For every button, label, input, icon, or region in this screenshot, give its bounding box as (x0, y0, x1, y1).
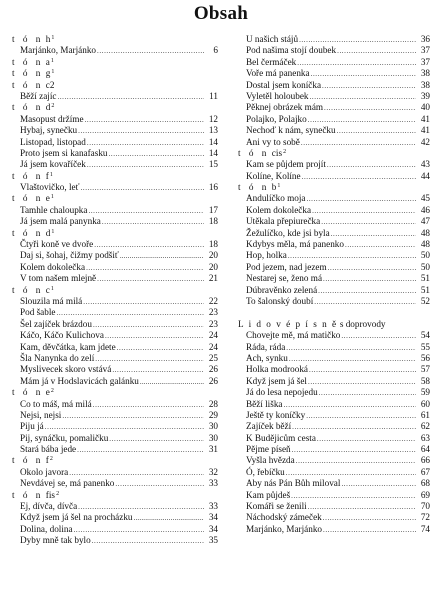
key-heading (12, 455, 218, 466)
entry-title: Listopad, listopad (20, 136, 86, 147)
toc-entry[interactable] (238, 342, 430, 353)
toc-entry[interactable] (12, 421, 218, 432)
toc-entry[interactable] (12, 125, 218, 136)
entry-title: Žežulíčko, kde jsi byla (246, 227, 330, 238)
entry-page-number: 58 (420, 375, 430, 386)
toc-entry[interactable] (238, 353, 430, 364)
entry-page-number: 51 (420, 273, 430, 284)
key-heading-label: t ó n (12, 193, 44, 204)
key-octave: 1 (50, 285, 54, 292)
toc-entry[interactable] (12, 114, 218, 125)
key-heading-label: t ó n (12, 79, 44, 90)
key-name: e (45, 387, 50, 398)
entry-page-number: 41 (420, 113, 430, 124)
key-heading-label: t ó n (12, 68, 44, 79)
entry-page-number: 70 (420, 501, 430, 512)
dot-leader (314, 297, 416, 308)
toc-entry[interactable] (238, 216, 430, 227)
entry-page-number: 31 (208, 444, 218, 455)
key-octave: 2 (49, 456, 53, 463)
toc-entry[interactable] (238, 376, 430, 387)
entry-page-number: 37 (420, 45, 430, 56)
entry-page-number: 15 (208, 159, 218, 170)
entry-page-number: 35 (208, 535, 218, 546)
entry-title: Daj si, šohaj, čižmy podšiť (20, 250, 119, 261)
key-heading-label: t ó n (12, 489, 44, 500)
key-octave: 1 (51, 69, 55, 76)
entry-title: Vyletěl holoubek (246, 90, 309, 101)
key-octave: 1 (51, 35, 55, 41)
toc-entry[interactable] (238, 262, 430, 273)
entry-title: Zajíček běží (246, 421, 292, 432)
key-heading-label: t ó n (12, 102, 44, 113)
entry-title: Piju já (20, 421, 44, 432)
key-heading-label: t ó n (12, 170, 44, 181)
entry-title: Nechoď k nám, synečku (246, 125, 336, 136)
entry-page-number: 14 (208, 136, 218, 147)
toc-entry[interactable] (12, 467, 218, 478)
entry-page-number: 37 (420, 56, 430, 67)
entry-page-number: 26 (208, 375, 218, 386)
entry-title: Nevdávej se, má panenko (20, 478, 115, 489)
key-name: e (45, 193, 50, 204)
toc-entry[interactable] (12, 535, 218, 546)
toc-entry[interactable] (12, 364, 218, 375)
entry-title: Běží zajíc (20, 90, 57, 101)
entry-page-number: 30 (208, 421, 218, 432)
entry-title: Kolíne, Kolíne (246, 170, 301, 181)
entry-title: Chovejte mě, má matičko (246, 330, 341, 341)
entry-title: Pij, synáčku, pomaličku (20, 432, 109, 443)
entry-page-number: 74 (420, 523, 430, 534)
entry-page-number: 34 (208, 512, 218, 523)
entry-title: Čtyři koně ve dvoře (20, 239, 94, 250)
toc-entry[interactable] (238, 250, 430, 261)
key-name: a (45, 56, 50, 67)
entry-page-number: 36 (420, 34, 430, 44)
key-octave: 2 (283, 148, 287, 155)
toc-entry[interactable] (12, 216, 218, 227)
entry-page-number: 38 (420, 79, 430, 90)
entry-title: Já do lesa nepojedu (246, 387, 318, 398)
entry-page-number: 55 (420, 341, 430, 352)
entry-title: Pod šable (20, 307, 56, 318)
toc-entry[interactable] (238, 478, 430, 489)
entry-title: K Budějicům cesta (246, 432, 316, 443)
entry-page-number: 23 (208, 307, 218, 318)
key-heading (12, 171, 218, 182)
entry-title: Hybaj, synečku (20, 125, 78, 136)
key-heading-label: t ó n (12, 34, 44, 44)
entry-page-number: 22 (208, 295, 218, 306)
entry-title: Marjánko, Marjánko (246, 523, 323, 534)
key-octave: 2 (50, 388, 54, 395)
key-octave: 1 (49, 171, 53, 178)
entry-page-number: 45 (420, 193, 430, 204)
toc-entry[interactable] (238, 34, 430, 45)
entry-title: Proto jsem si kanafasku (20, 147, 108, 158)
key-heading-label: t ó n (12, 56, 44, 67)
entry-title: Vlaštovičko, leť (20, 182, 80, 193)
toc-entry[interactable] (238, 137, 430, 148)
entry-page-number: 13 (208, 125, 218, 136)
toc-entry[interactable] (12, 444, 218, 455)
entry-page-number: 6 (213, 45, 218, 56)
toc-entry[interactable] (12, 501, 218, 512)
entry-title: Dúbravěnko zelená (246, 284, 318, 295)
entry-title: Slouzila má milá (20, 295, 83, 306)
toc-entry[interactable] (12, 410, 218, 421)
toc-entry[interactable] (238, 125, 430, 136)
entry-title: Když jsem já šel na procházku (20, 512, 133, 523)
entry-title: Kam, děvčátka, kam jdete (20, 341, 116, 352)
key-octave: 2 (51, 103, 55, 110)
entry-page-number: 24 (208, 330, 218, 341)
entry-title: Dyby mně tak bylo (20, 535, 91, 546)
entry-page-number: 66 (420, 455, 430, 466)
toc-entry[interactable] (12, 45, 218, 56)
key-heading-label: t ó n (12, 284, 44, 295)
dot-leader (323, 525, 416, 536)
entry-title: Stará bába jede (20, 444, 77, 455)
key-name: d (45, 227, 51, 238)
toc-entry[interactable] (238, 80, 430, 91)
entry-title: Kdybys měla, má panenko (246, 239, 344, 250)
key-heading (12, 285, 218, 296)
toc-entry[interactable] (238, 114, 430, 125)
entry-page-number: 68 (420, 478, 430, 489)
toc-entry[interactable] (238, 171, 430, 182)
toc-entry[interactable] (12, 342, 218, 353)
entry-title: Ráda, ráda (246, 341, 286, 352)
entry-page-number: 26 (208, 364, 218, 375)
key-octave: 1 (51, 228, 55, 235)
entry-title: Nestarej se, ženo má (246, 273, 323, 284)
entry-title: Myslivecek skoro vstává (20, 364, 112, 375)
toc-entry[interactable] (12, 399, 218, 410)
key-heading (12, 193, 218, 204)
entry-page-number: 60 (420, 398, 430, 409)
toc-entry[interactable] (12, 91, 218, 102)
entry-title: Dostal jsem koníčka (246, 79, 322, 90)
key-heading-label: t ó n (12, 455, 44, 466)
toc-entry[interactable] (12, 137, 218, 148)
key-heading (238, 148, 430, 159)
toc-entry[interactable] (238, 444, 430, 455)
entry-page-number: 43 (420, 159, 430, 170)
entry-title: Nejsi, nejsi (20, 409, 62, 420)
section-spacer (238, 307, 430, 318)
key-name: cis (271, 147, 283, 158)
key-name: b (271, 182, 277, 193)
entry-title: Marjánko, Marjánko (20, 45, 97, 56)
toc-entry[interactable] (238, 330, 430, 341)
key-heading (12, 34, 218, 45)
entry-title: Kam půjdeš (246, 489, 291, 500)
entry-page-number: 17 (208, 204, 218, 215)
entry-title: Kolem dokolečka (246, 204, 312, 215)
entry-title: Tamhle chaloupka (20, 204, 88, 215)
entry-page-number: 28 (208, 398, 218, 409)
section-heading (238, 319, 430, 330)
entry-title: Ej, dívča, dívča (20, 501, 78, 512)
key-name: h (45, 34, 51, 44)
contents-column-left (12, 34, 218, 547)
key-heading (12, 228, 218, 239)
key-name: c (45, 284, 50, 295)
toc-entry[interactable] (12, 148, 218, 159)
toc-entry[interactable] (238, 228, 430, 239)
entry-page-number: 52 (420, 295, 430, 306)
entry-title: Šla Nanynka do zelí (20, 352, 95, 363)
entry-title: Pod jezem, nad jezem (246, 261, 327, 272)
toc-entry[interactable] (12, 296, 218, 307)
toc-entry[interactable] (238, 512, 430, 523)
entry-page-number: 20 (208, 250, 218, 261)
entry-page-number: 33 (208, 501, 218, 512)
entry-title: Kolem dokolečka (20, 261, 86, 272)
entry-title: U našich stájů (246, 34, 299, 44)
entry-page-number: 24 (208, 341, 218, 352)
entry-title: Polajko, Polajko (246, 113, 307, 124)
entry-page-number: 54 (420, 330, 430, 341)
entry-page-number: 25 (208, 352, 218, 363)
key-name: d (45, 102, 51, 113)
entry-page-number: 30 (208, 432, 218, 443)
entry-title: Ó, řebíčku (246, 466, 285, 477)
entry-page-number: 47 (420, 216, 430, 227)
entry-page-number: 67 (420, 466, 430, 477)
entry-page-number: 12 (208, 113, 218, 124)
entry-page-number: 64 (420, 444, 430, 455)
key-heading (12, 387, 218, 398)
entry-page-number: 32 (208, 466, 218, 477)
entry-page-number: 48 (420, 227, 430, 238)
entry-title: Co to máš, má milá (20, 398, 92, 409)
key-octave: 1 (50, 194, 54, 201)
entry-page-number: 14 (208, 147, 218, 158)
toc-entry[interactable] (238, 193, 430, 204)
entry-page-number: 50 (420, 261, 430, 272)
entry-page-number: 69 (420, 489, 430, 500)
toc-entry[interactable] (238, 159, 430, 170)
entry-page-number: 57 (420, 364, 430, 375)
toc-entry[interactable] (238, 387, 430, 398)
key-name: f (45, 455, 49, 466)
toc-entry[interactable] (12, 250, 218, 261)
toc-entry[interactable] (12, 478, 218, 489)
toc-entry[interactable] (238, 239, 430, 250)
entry-page-number: 20 (208, 261, 218, 272)
entry-title: Náchodský zámeček (246, 512, 322, 523)
key-name: f (45, 170, 49, 181)
entry-page-number: 61 (420, 409, 430, 420)
entry-title: Holka modrooká (246, 364, 309, 375)
toc-entry[interactable] (12, 353, 218, 364)
entry-title: Ještě ty koníčky (246, 409, 306, 420)
entry-title: Ach, synku (246, 352, 288, 363)
entry-page-number: 62 (420, 421, 430, 432)
page-title: Obsah (193, 3, 249, 24)
key-name: fis (45, 489, 56, 500)
entry-page-number: 46 (420, 204, 430, 215)
toc-entry[interactable] (238, 364, 430, 375)
entry-page-number: 42 (420, 136, 430, 147)
entry-page-number: 72 (420, 512, 430, 523)
toc-entry[interactable] (238, 102, 430, 113)
toc-entry[interactable] (12, 205, 218, 216)
entry-title: Aby nás Pán Bůh miloval (246, 478, 341, 489)
entry-title: Já jsem malá panynka (20, 216, 101, 227)
entry-title: To šalonský doubí (246, 295, 314, 306)
key-octave: 1 (277, 183, 281, 190)
entry-title: Běží liška (246, 398, 283, 409)
toc-entry[interactable] (238, 399, 430, 410)
entry-page-number: 48 (420, 239, 430, 250)
entry-title: Utěkala přepiurečka (246, 216, 321, 227)
toc-entry[interactable] (12, 159, 218, 170)
entry-page-number: 41 (420, 125, 430, 136)
entry-title: Ani vy to sobě (246, 136, 300, 147)
key-octave: 2 (56, 490, 60, 497)
dot-leader (92, 536, 204, 547)
key-heading (12, 68, 218, 79)
toc-entry[interactable] (238, 421, 430, 432)
toc-entry[interactable] (12, 330, 218, 341)
toc-entry[interactable] (238, 501, 430, 512)
toc-entry[interactable] (12, 182, 218, 193)
toc-entry[interactable] (238, 91, 430, 102)
key-heading-label: t ó n (12, 227, 44, 238)
entry-page-number: 51 (420, 284, 430, 295)
entry-title: Hop, holka (246, 250, 287, 261)
section-heading-sub: s doprovody (337, 318, 386, 329)
entry-title: Vyšla hvězda (246, 455, 295, 466)
toc-entry[interactable] (238, 45, 430, 56)
entry-title: Okolo javora (20, 466, 69, 477)
key-heading (12, 490, 218, 501)
toc-entry[interactable] (238, 296, 430, 307)
entry-title: Pěknej obrázek mám (246, 102, 324, 113)
toc-entry[interactable] (12, 307, 218, 318)
toc-entry[interactable] (12, 376, 218, 387)
toc-entry[interactable] (238, 57, 430, 68)
entry-title: Když jsem já šel (246, 375, 307, 386)
toc-entry[interactable] (12, 319, 218, 330)
toc-entry[interactable] (238, 433, 430, 444)
toc-entry[interactable] (238, 455, 430, 466)
entry-title: Já jsem kovaříček (20, 159, 86, 170)
key-heading (12, 80, 218, 91)
entry-title: Šel zajíček brázdou (20, 318, 92, 329)
toc-entry[interactable] (238, 205, 430, 216)
toc-entry[interactable] (238, 467, 430, 478)
entry-title: Masopust držíme (20, 113, 84, 124)
entry-title: Pějme píseň (246, 444, 291, 455)
entry-title: Voře má panenka (246, 68, 310, 79)
entry-page-number: 18 (208, 216, 218, 227)
entry-page-number: 59 (420, 387, 430, 398)
entry-page-number: 44 (420, 170, 430, 181)
toc-entry[interactable] (238, 68, 430, 79)
entry-title: Mám já v Hodslavicách galánku (20, 375, 139, 386)
key-octave: 1 (50, 57, 54, 64)
toc-entry[interactable] (12, 433, 218, 444)
entry-page-number: 29 (208, 409, 218, 420)
entry-page-number: 33 (208, 478, 218, 489)
entry-page-number: 11 (209, 90, 218, 101)
entry-title: Bel čermáček (246, 56, 297, 67)
entry-title: Káčo, Káčo Kulichova (20, 330, 104, 341)
entry-page-number: 50 (420, 250, 430, 261)
key-name: g (45, 68, 51, 79)
entry-page-number: 18 (208, 239, 218, 250)
key-heading (12, 57, 218, 68)
key-heading (238, 182, 430, 193)
entry-title: Komáři se ženili (246, 501, 307, 512)
key-name: c2 (45, 79, 55, 90)
contents-column-right (238, 34, 430, 535)
toc-entry[interactable] (12, 512, 218, 523)
entry-title: Pod našima stojí doubek (246, 45, 337, 56)
toc-entry[interactable] (12, 262, 218, 273)
toc-entry[interactable] (12, 273, 218, 284)
entry-page-number: 21 (208, 273, 218, 284)
toc-entry[interactable] (238, 490, 430, 501)
toc-entry[interactable] (238, 410, 430, 421)
entry-page-number: 16 (208, 182, 218, 193)
entry-page-number: 39 (420, 90, 430, 101)
toc-entry[interactable] (238, 273, 430, 284)
entry-title: Kam se půjdem projít (246, 159, 326, 170)
entry-page-number: 23 (208, 318, 218, 329)
key-heading (12, 102, 218, 113)
toc-entry[interactable] (12, 524, 218, 535)
toc-entry[interactable] (238, 524, 430, 535)
entry-page-number: 34 (208, 523, 218, 534)
key-heading-label: t ó n (238, 182, 270, 193)
entry-page-number: 56 (420, 352, 430, 363)
entry-title: Dolina, dolina (20, 523, 73, 534)
entry-page-number: 38 (420, 68, 430, 79)
toc-entry[interactable] (238, 285, 430, 296)
key-heading-label: t ó n (12, 387, 44, 398)
section-heading-label: L i d o v é p í s n ě (238, 318, 338, 329)
entry-page-number: 63 (420, 432, 430, 443)
key-heading-label: t ó n (238, 147, 270, 158)
entry-title: V tom našem mlejně (20, 273, 97, 284)
entry-title: Andulíčko moja (246, 193, 306, 204)
toc-entry[interactable] (12, 239, 218, 250)
entry-page-number: 40 (420, 102, 430, 113)
